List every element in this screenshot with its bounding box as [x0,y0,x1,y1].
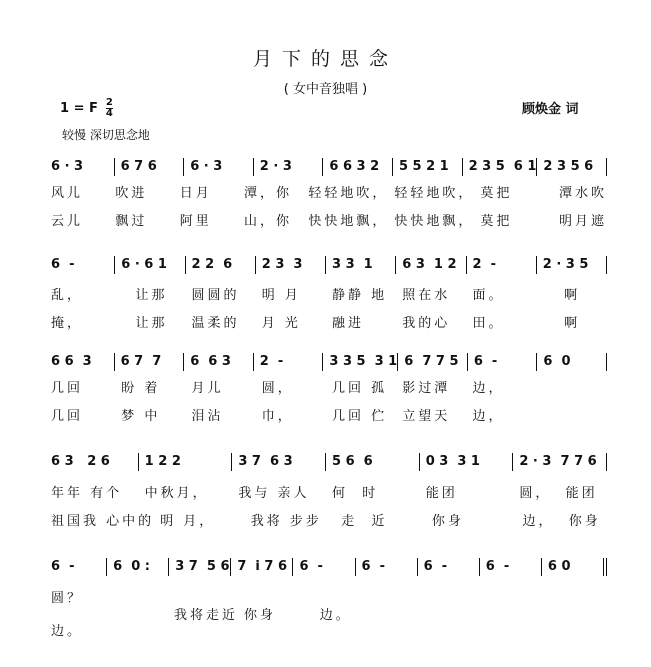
lyric-segment: 掩， [51,316,84,331]
notation-line [45,453,607,471]
lyric-segment: 吹进 [115,186,148,201]
lyric-segment: 照在水 [402,288,451,303]
notation-line [45,256,607,274]
lyric-segment: 年年 有个 [51,486,123,501]
lyric-segment: 圆， 能团 [519,486,598,501]
lyric-segment: 面。 [472,288,505,303]
measure: 2 - [467,256,537,274]
lyric-segment: 潭，你 [244,186,293,201]
measure: 6 · 6 1 [115,256,185,274]
lyric-segment: 莫把 [480,186,513,201]
lyric-segment: 莫把 [480,214,513,229]
lyric-segment: 你身 [244,608,277,623]
lyric-segment: 月 光 [261,316,301,331]
measure: 6 - [480,558,542,576]
lyric-segment: 几回 孤 [332,381,388,396]
lyric-segment: 轻轻地吹， [308,186,389,201]
lyric-segment: 让那 [121,316,168,331]
lyric-segment: 明月遮 [544,214,608,229]
measure: 6 0 : [107,558,169,576]
lyric-segment: 几回 [51,409,84,424]
lyric-segment: 明 月 [261,288,301,303]
lyric-segment: 让那 [121,288,168,303]
measure: 6 7 6 [115,158,185,176]
measure: 2 3 5 6 1 [463,158,538,176]
lyric-segment: 乱， [51,288,84,303]
lyric-segment: 我将 步步 [250,514,322,529]
lyric-segment [545,620,607,639]
lyric-segment [537,405,607,424]
measure: 0 3 3 1 [420,453,514,471]
measure: 3 3 5 3 1 [323,353,398,371]
lyric-segment: 阿里 [179,214,212,229]
lyric-segment [420,620,482,639]
song-subtitle: ( 女中音独唱 ) [283,82,368,97]
measure: 6 0 [537,353,607,371]
lyric-segment: 轻轻地吹， [394,186,475,201]
lyric-segment: 走 近 [341,514,388,529]
lyric-segment: 日月 [179,186,212,201]
measure: 6 - [418,558,480,576]
lyrics-verse-2 [45,312,607,331]
measure: 3 3 1 [326,256,396,274]
lyric-segment [482,620,544,639]
lyrics-verse-1 [45,284,607,303]
lyric-segment: 明 月， [160,514,216,529]
measure: 3 7 5 6 [169,558,231,576]
measure: 6 - [45,558,107,576]
notation-line [45,353,607,371]
lyric-segment: 飘过 [115,214,148,229]
measure: 2 · 3 [254,158,324,176]
time-top: 2 [105,97,113,108]
lyric-segment: 边， 你身 [522,514,601,529]
lyric-segment: 影过潭 [402,381,451,396]
lyrics-verse-2 [45,405,607,424]
measure: 2 · 3 7 7 6 [513,453,607,471]
lyric-segment: 几回 [51,381,84,396]
lyric-segment: 我的心 [402,316,451,331]
lyric-segment [295,620,357,639]
tempo-marking: 较慢 深切思念地 [62,128,150,142]
measure: 2 3 3 [256,256,326,274]
lyric-segment: 圆， [261,381,294,396]
notation-line [45,158,607,176]
lyrics-verse-1 [45,377,607,396]
lyric-segment [107,620,169,639]
lyric-segment: 你身 [431,514,464,529]
lyric-segment: 风儿 [51,186,84,201]
measure: 6 0 [542,558,607,576]
lyric-segment: 啊 [542,316,581,331]
measure: 7 i 7 6 [231,558,293,576]
lyric-segment [170,620,232,639]
song-title: 月下的思念 [252,48,398,70]
lyric-segment: 几回 伫 [332,409,388,424]
lyric-segment: 我将走近 [174,608,239,623]
measure: 6 - [45,256,115,274]
lyric-segment: 温柔的 [191,316,240,331]
lyric-segment [537,377,607,396]
lyrics-verse-2 [45,510,607,529]
lyric-segment: 圆？ [51,591,84,606]
lyric-segment: 山，你 [244,214,293,229]
measure: 6 · 3 [184,158,254,176]
time-bottom: 4 [105,108,113,119]
key-signature [60,98,113,119]
key-label: 1 = F [60,101,98,116]
lyric-segment: 快快地飘， [394,214,475,229]
measure: 6 7 7 5 [398,353,468,371]
lyrics-verse-2-ending [45,620,607,639]
measure: 3 7 6 3 [232,453,326,471]
measure: 6 6 3 [45,353,115,371]
measure: 6 7 7 [115,353,185,371]
lyric-segment: 祖国我 心中的 [51,514,155,529]
lyrics-verse-2 [45,210,607,229]
lyric-segment: 边， [472,409,505,424]
lyric-segment: 潭水吹 [544,186,608,201]
time-signature [106,98,113,119]
lyric-segment: 静静 地 [332,288,388,303]
lyrics-verse-1 [45,482,607,501]
lyric-segment: 边。 [51,624,84,639]
lyric-segment: 融进 [332,316,365,331]
measure: 5 5 2 1 [393,158,463,176]
lyric-segment: 月儿 [191,381,224,396]
measure: 6 - [356,558,418,576]
notation-line [45,558,607,576]
lyric-segment [357,620,419,639]
lyricist-credit: 顾焕金 词 [522,102,579,117]
lyric-segment: 啊 [542,288,581,303]
lyric-segment: 边。 [305,608,352,623]
measure: 6 - [468,353,538,371]
lyric-segment: 圆圆的 [191,288,240,303]
measure: 2 - [254,353,324,371]
measure: 1 2 2 [139,453,233,471]
lyric-segment: 中秋月， [144,486,209,501]
lyric-segment: 快快地飘， [308,214,389,229]
measure: 6 3 1 2 [396,256,466,274]
lyric-segment: 田。 [472,316,505,331]
lyric-segment: 何 时 [332,486,379,501]
lyric-segment: 边， [472,381,505,396]
measure: 6 6 3 2 [323,158,393,176]
lyric-segment: 云儿 [51,214,84,229]
lyric-segment: 巾， [261,409,294,424]
lyric-segment: 盼 着 [121,381,161,396]
measure: 6 6 3 [184,353,254,371]
measure: 6 · 3 [45,158,115,176]
lyric-segment: 我与 亲人 [238,486,310,501]
lyric-segment: 能团 [425,486,458,501]
measure: 6 3 2 6 [45,453,139,471]
measure: 2 · 3 5 [537,256,607,274]
lyric-segment: 梦 中 [121,409,161,424]
measure: 5 6 6 [326,453,420,471]
measure: 2 2 6 [186,256,256,274]
lyric-segment: 立望天 [402,409,451,424]
lyric-segment: 泪沾 [191,409,224,424]
lyrics-verse-1 [45,182,607,201]
measure: 2 3 5 6 [537,158,607,176]
lyric-segment [232,620,294,639]
measure: 6 - [293,558,355,576]
